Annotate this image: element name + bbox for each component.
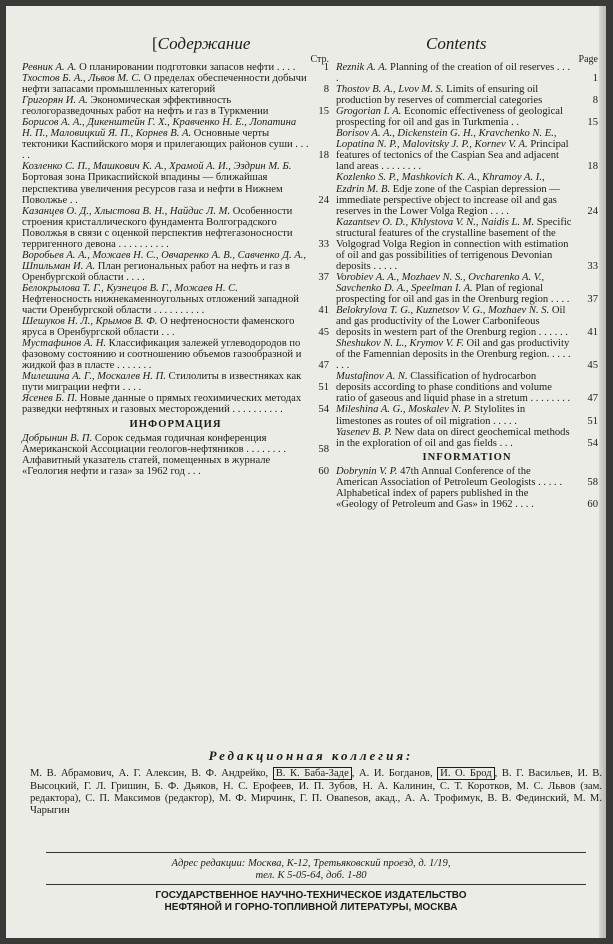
- contents-entry: [22, 283, 329, 316]
- information-heading-russian: ИНФОРМАЦИЯ: [129, 418, 222, 430]
- entry-title: О нефтеносности фаменского яруса в Оренбургской области . . .: [22, 316, 295, 339]
- entry-authors: Казанцев О. Д., Хлыстова В. Н., Найдис Л. М.: [22, 205, 231, 217]
- entry-page-number: 58: [318, 443, 329, 455]
- address-line-2: тел. К 5-05-64, доб. 1-80: [255, 870, 367, 881]
- entry-page-number: 60: [587, 498, 598, 510]
- entry-page-number: 15: [587, 117, 598, 129]
- entry-page-number: 45: [318, 327, 329, 339]
- entry-title: Основные черты тектоники Каспийского моря и прилегающих районов суши . . . . .: [22, 128, 309, 162]
- entry-authors: Козленко С. П., Машкович К. А., Храмой А. И., Эздрин М. Б.: [22, 161, 292, 173]
- entry-page-number: 54: [318, 404, 329, 416]
- entry-authors: Добрынин В. П.: [22, 432, 93, 444]
- contents-english-header: [336, 28, 598, 65]
- entry-authors: Борисов А. А., Дикенштейн Г. Х., Кравченко Н. Е., Лопатина Н. П., Маловицкий Я. П., Корнев В. А.: [22, 117, 297, 140]
- entry-page-number: 54: [587, 437, 598, 449]
- entry-title: О пределах обеспеченности добычи нефти запасами промышленных категорий: [22, 73, 307, 96]
- entry-title: Economic effectiveness of geological prospecting for oil and gas in Turkmenia . .: [336, 106, 563, 129]
- board-member-boxed-2: И. О. Брод: [437, 767, 494, 780]
- entry-authors: Ясенев Б. П.: [22, 393, 78, 405]
- contents-english-column: [336, 28, 598, 510]
- publisher-line-2: НЕФТЯНОЙ И ГОРНО-ТОПЛИВНОЙ ЛИТЕРАТУРЫ, МОСКВА: [164, 902, 458, 913]
- contents-russian-column: [22, 28, 329, 477]
- entry-page-number: 47: [318, 360, 329, 372]
- entry-title: Oil and gas productivity of the Famennian deposits in the Orenburg region. . . . . . . .: [336, 338, 571, 372]
- entry-title: Стилолиты в известняках как пути миграции нефти . . . .: [22, 371, 302, 394]
- divider-bottom: [46, 884, 586, 885]
- entry-authors: Mustafinov A. N.: [336, 371, 408, 383]
- entry-authors: Grogorian I. A.: [336, 106, 402, 118]
- entry-authors: Vorobiev A. A., Mozhaev N. S., Ovcharenko A. V., Savchenko D. A., Speelman I. A.: [336, 271, 545, 294]
- contents-russian-header: [22, 28, 329, 65]
- entry-title: Экономическая эффективность геологоразведочных работ на нефть и газ в Туркмении: [22, 95, 269, 118]
- journal-page: [6, 6, 606, 938]
- board-members-part-3: , В. Г. Васильев, И. В. Высоцкий, Г. Л. Гришин, Б. Ф. Дьяков, Н. С. Ерофеев, И. П. Зубов, Н. А. Калинин, С. Т. Коротков, М. С. Львов (зам. редактора), С. П. Максимов (редактор), М. Ф. Мирчинк, Г. П. Овanesов, акад., А. А. Трофимук, В. В. Фединский, М. М. Чарыгин: [30, 768, 603, 817]
- entry-authors: Kazantsev O. D., Khlystova V. N., Naidis L. M.: [336, 216, 535, 228]
- contents-entry: [22, 117, 329, 161]
- entry-title: О планировании подготовки запасов нефти . . . .: [76, 62, 296, 73]
- entry-title: Limits of ensuring oil production by reserves of commercial categories: [336, 84, 543, 107]
- entry-title: Бортовая зона Прикаспийской впадины — ближайшая перспектива увеличения ресурсов газа и нефти в Нижнем Поволжье . .: [22, 172, 283, 206]
- entry-title: Principal features of tectonics of the Caspian Sea and adjacent land areas . . . . . . . .: [336, 139, 569, 173]
- entry-title: План региональных работ на нефть и газ в Оренбургской области . . . .: [22, 260, 290, 283]
- contents-russian-entries: [22, 62, 329, 416]
- entry-title: Алфавитный указатель статей, помещенных в журнале «Геология нефти и газа» за 1962 год . . .: [22, 454, 271, 477]
- entry-authors: Mileshina A. G., Moskalev N. P.: [336, 404, 472, 416]
- entry-title: Новые данные о прямых геохимических методах разведки нефтяных и газовых месторождений . . . . . . . . . .: [22, 393, 302, 416]
- entry-authors: Kozlenko S. P., Mashkovich K. A., Khramoy A. I., Ezdrin M. B.: [336, 172, 545, 195]
- contents-entry: [22, 62, 329, 73]
- editorial-board-members: [20, 768, 602, 817]
- entry-page-number: 18: [318, 150, 329, 162]
- contents-entry: [336, 488, 598, 510]
- information-heading-english: INFORMATION: [422, 451, 512, 463]
- contents-entry: [22, 338, 329, 371]
- contents-entry: [22, 316, 329, 338]
- entry-page-number: 8: [323, 84, 329, 96]
- entry-authors: Belokrylova T. G., Kuznetsov V. G., Mozhaev N. S.: [336, 305, 550, 317]
- contents-entry: [336, 371, 598, 404]
- editorial-board: [20, 750, 602, 817]
- entry-page-number: 24: [587, 205, 598, 217]
- board-member-boxed-1: В. К. Баба-Заде: [273, 767, 352, 780]
- contents-entry: [22, 73, 329, 95]
- entry-page-number: 51: [318, 382, 329, 394]
- entry-page-number: 37: [587, 293, 598, 305]
- entry-authors: Reznik A. A.: [336, 62, 388, 73]
- page-label-russian: Стр.: [310, 54, 329, 65]
- contents-english-heading: Contents: [426, 34, 487, 53]
- contents-entry: [336, 305, 598, 338]
- entry-authors: Милешина А. Г., Москалев Н. П.: [22, 371, 166, 383]
- entry-authors: Thostov B. A., Lvov M. S.: [336, 84, 444, 96]
- contents-entry: [22, 433, 329, 455]
- entry-authors: Dobrynin V. P.: [336, 465, 398, 477]
- contents-entry: [336, 272, 598, 305]
- contents-english-entries: [336, 62, 598, 449]
- contents-entry: [22, 393, 329, 415]
- contents-entry: [22, 95, 329, 117]
- entry-title: 47th Annual Conference of the American Association of Petroleum Geologists . . . . .: [336, 465, 562, 488]
- editorial-board-title: Редакционная коллегия:: [208, 748, 414, 763]
- entry-page-number: 1: [592, 73, 598, 85]
- entry-authors: Мустафинов А. Н.: [22, 338, 106, 350]
- entry-authors: Borisov A. A., Dickenstein G. H., Kravchenko N. E., Lopatina N. P., Malovitsky J. P., Kornev V. A.: [336, 128, 557, 151]
- entry-page-number: 60: [318, 465, 329, 477]
- entry-page-number: 33: [318, 238, 329, 250]
- contents-entry: [22, 455, 329, 477]
- contents-entry: [22, 250, 329, 283]
- contents-entry: [336, 404, 598, 426]
- entry-authors: Воробьев А. А., Можаев Н. С., Овчаренко А. В., Савченко Д. А., Шпильман И. А.: [22, 249, 307, 272]
- editorial-address: [20, 858, 602, 882]
- address-line-1: Адрес редакции: Москва, К-12, Третьяковский проезд, д. 1/19,: [171, 858, 451, 869]
- contents-russian-heading: [Содержание: [152, 34, 251, 53]
- entry-authors: Белокрылова Т. Г., Кузнецов В. Г., Можаев Н. С.: [22, 282, 238, 294]
- contents-entry: [336, 217, 598, 272]
- entry-title: Planning of the creation of oil reserves . . . .: [336, 62, 571, 85]
- entry-title: Specific structural features of the crystalline basement of the Volgograd Volga Region in connection with estimation of oil and gas possibilities of terrigenous Devonian deposits . . . . .: [336, 216, 572, 272]
- page-label-english: Page: [578, 54, 598, 65]
- entry-page-number: 33: [587, 260, 598, 272]
- entry-authors: Григорян И. А.: [22, 95, 88, 107]
- entry-title: Классификация залежей углеводородов по фазовому состоянию и соотношению объемов газообразной и жидкой фаз в пласте . . . . . . .: [22, 338, 302, 372]
- entry-page-number: 37: [318, 271, 329, 283]
- entry-title: Edje zone of the Caspian depression — immediate perspective object to increase oil and gas reserves in the Lower Volga Region . . . .: [336, 183, 560, 217]
- publisher-line-1: ГОСУДАРСТВЕННОЕ НАУЧНО-ТЕХНИЧЕСКОЕ ИЗДАТЕЛЬСТВО: [155, 890, 467, 901]
- entry-page-number: 41: [587, 327, 598, 339]
- contents-entry: [336, 338, 598, 371]
- publisher-imprint: [20, 890, 602, 914]
- contents-entry: [22, 161, 329, 205]
- entry-title: Alphabetical index of papers published in the «Geology of Petroleum and Gas» in 1962 . . . .: [336, 487, 534, 510]
- entry-page-number: 15: [318, 106, 329, 118]
- entry-title: Classification of hydrocarbon deposits according to phase conditions and volume ratio of gaseous and liquid phase in a stretum . . . . . . . .: [336, 371, 571, 405]
- entry-page-number: 41: [318, 305, 329, 317]
- contents-entry: [336, 128, 598, 172]
- entry-title: New data on direct geochemical methods in the exploration of oil and gas fields . . .: [336, 426, 570, 449]
- entry-page-number: 58: [587, 476, 598, 488]
- entry-title: Plan of regional prospecting for oil and gas in the Orenburg region . . . .: [336, 282, 570, 305]
- entry-title: Сорок седьмая годичная конференция Американской Ассоциации геологов-нефтяников . . . . . . . .: [22, 432, 286, 455]
- board-members-part-1: М. В. Абрамович, А. Г. Алексин, В. Ф. Андрейко,: [30, 768, 273, 780]
- contents-entry: [336, 172, 598, 216]
- entry-authors: Тхостов Б. А., Львов М. С.: [22, 73, 142, 85]
- contents-entry: [22, 371, 329, 393]
- entry-title: Oil and gas productivity of the Lower Carbonifeous deposits in western part of the Orenburg region . . . . . .: [336, 305, 568, 339]
- entry-title: Stylolites in limestones as routes of oil migration . . . . .: [336, 404, 526, 427]
- entry-title: Особенности строения кристаллического фундамента Волгоградского Поволжья в связи с оценкой перспектив нефтегазоносности терригенного девона . . . . . . . . . .: [22, 205, 293, 250]
- contents-entry: [22, 206, 329, 250]
- entry-page-number: 18: [587, 161, 598, 173]
- contents-entry: [336, 84, 598, 106]
- entry-authors: Sheshukov N. L., Krymov V. F.: [336, 338, 464, 350]
- board-members-part-2: , А. И. Богданов,: [351, 768, 438, 780]
- entry-page-number: 1: [323, 62, 329, 73]
- information-russian-entries: [22, 433, 329, 477]
- entry-authors: Ревник А. А.: [22, 62, 77, 73]
- entry-page-number: 8: [592, 95, 598, 107]
- entry-page-number: 24: [318, 194, 329, 206]
- contents-entry: [336, 466, 598, 488]
- entry-authors: Yasenev B. P.: [336, 426, 392, 438]
- contents-entry: [336, 106, 598, 128]
- entry-title: Нефтеносность нижнекаменноугольных отложений западной части Оренбургской области . . . . . . . . . .: [22, 293, 299, 317]
- contents-entry: [336, 62, 598, 84]
- entry-page-number: 45: [587, 360, 598, 372]
- information-english-entries: [336, 466, 598, 510]
- contents-entry: [336, 427, 598, 449]
- entry-page-number: 47: [587, 393, 598, 405]
- divider-top: [46, 852, 586, 853]
- entry-page-number: 51: [587, 415, 598, 427]
- entry-authors: Шешуков Н. Л., Крымов В. Ф.: [22, 316, 158, 328]
